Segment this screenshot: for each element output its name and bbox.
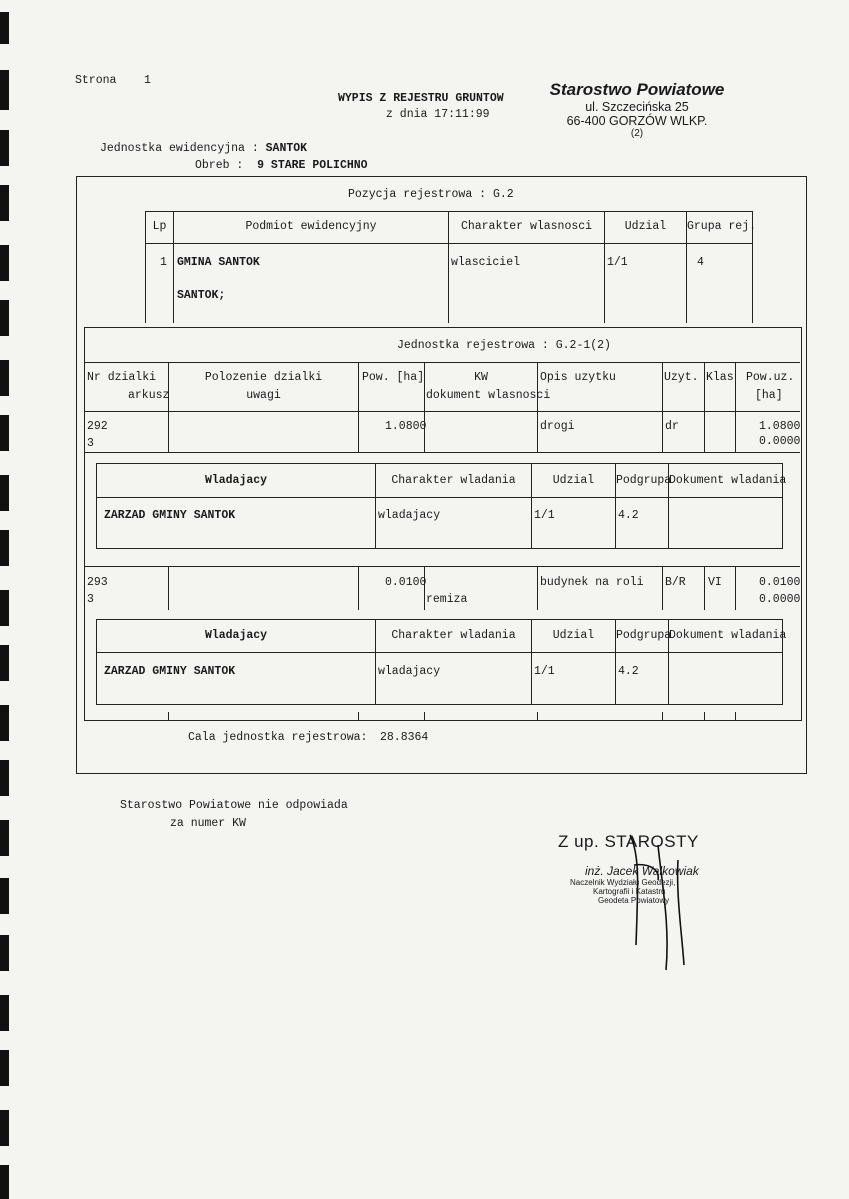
owner-charakter: wladajacy [378, 509, 441, 522]
stamp-street: ul. Szczecińska 25 [585, 100, 689, 114]
owner-header-dokument: Dokument wladania [669, 474, 787, 487]
owner-header-podgrupa: Podgrupa [616, 629, 672, 642]
stamp-city: 66-400 GORZÓW WLKP. [566, 114, 708, 128]
parcel-uzyt: B/R [665, 576, 686, 589]
header-lp: Lp [152, 220, 167, 233]
row-lp: 1 [160, 256, 167, 269]
owner-name: ZARZAD GMINY SANTOK [104, 509, 236, 522]
parcel-pow: 0.0100 [385, 576, 427, 589]
row-udzial: 1/1 [607, 256, 628, 269]
header-polozenie: Polozenie dzialki [204, 371, 323, 384]
owner-header-dokument: Dokument wladania [669, 629, 787, 642]
parcel-nr: 292 [87, 420, 108, 433]
parcel-arkusz: 3 [87, 437, 94, 450]
office-stamp [528, 80, 746, 139]
owner-podgrupa: 4.2 [618, 665, 639, 678]
total-label: Cala jednostka rejestrowa: [188, 731, 368, 744]
parcel-klas: VI [708, 576, 722, 589]
header-uwagi: uwagi [246, 389, 281, 402]
parcel-opis: budynek na roli [540, 576, 644, 589]
owner-udzial: 1/1 [534, 665, 555, 678]
signature-title: Z up. STAROSTY [558, 832, 699, 851]
parcel-nr: 293 [87, 576, 108, 589]
document-date: z dnia 17:11:99 [386, 108, 490, 121]
header-udzial: Udzial [624, 220, 667, 233]
parcel-kw: remiza [426, 593, 468, 606]
signature-role-1: Naczelnik Wydziału Geodezji, [570, 878, 676, 887]
parcel-powuz-2: 0.0000 [759, 435, 801, 448]
header-opis: Opis uzytku [540, 371, 616, 384]
handwritten-signature [600, 825, 710, 975]
row-podmiot-2: SANTOK; [177, 289, 226, 302]
stamp-note: (2) [630, 128, 644, 139]
registry-position: Pozycja rejestrowa : G.2 [348, 188, 514, 201]
owner-name: ZARZAD GMINY SANTOK [104, 665, 236, 678]
header-podmiot: Podmiot ewidencyjny [245, 220, 377, 233]
header-powuz-unit: [ha] [755, 389, 783, 402]
header-arkusz: arkusz [128, 389, 170, 402]
owner-header-name: Wladajacy [204, 474, 268, 487]
parcel-pow: 1.0800 [385, 420, 427, 433]
parcel-powuz-1: 1.0800 [759, 420, 801, 433]
owner-podgrupa: 4.2 [618, 509, 639, 522]
stamp-title: Starostwo Powiatowe [549, 80, 725, 99]
unit-title: Jednostka rejestrowa : G.2-1(2) [397, 339, 611, 352]
owner-header-udzial: Udzial [552, 474, 595, 487]
header-nr: Nr dzialki [87, 371, 157, 384]
footer-line-1: Starostwo Powiatowe nie odpowiada [120, 799, 348, 812]
owner-header-podgrupa: Podgrupa [616, 474, 672, 487]
unit-line: Jednostka ewidencyjna : SANTOK [100, 142, 308, 155]
parcel-powuz-1: 0.0100 [759, 576, 801, 589]
header-pow: Pow. [ha] [362, 371, 425, 384]
total-value: 28.8364 [380, 731, 429, 744]
row-podmiot: GMINA SANTOK [177, 256, 260, 269]
parcel-arkusz: 3 [87, 593, 94, 606]
header-grupa: Grupa rej. [687, 220, 757, 233]
page-number: Strona 1 [75, 74, 151, 87]
owner-header-charakter: Charakter wladania [391, 474, 516, 487]
parcel-opis: drogi [540, 420, 575, 433]
signature-role-2: Kartografii i Katastru [593, 887, 666, 896]
owner-header-udzial: Udzial [552, 629, 595, 642]
header-charakter: Charakter wlasnosci [460, 220, 593, 233]
header-kw: KW [474, 371, 488, 384]
footer-line-2: za numer KW [170, 817, 246, 830]
obreb-line: Obreb : 9 STARE POLICHNO [195, 159, 368, 172]
row-grupa: 4 [697, 256, 704, 269]
header-powuz: Pow.uz. [746, 371, 795, 384]
parcel-powuz-2: 0.0000 [759, 593, 801, 606]
document-title: WYPIS Z REJESTRU GRUNTOW [338, 92, 504, 105]
owner-charakter: wladajacy [378, 665, 441, 678]
owner-header-name: Wladajacy [204, 629, 268, 642]
owner-udzial: 1/1 [534, 509, 555, 522]
parcel-uzyt: dr [665, 420, 679, 433]
row-charakter: wlasciciel [451, 256, 521, 269]
header-kw-dokument: dokument wlasnosci [426, 389, 551, 402]
signature-name: inż. Jacek Walkowiak [585, 864, 699, 878]
header-uzyt: Uzyt. [664, 371, 699, 384]
header-klas: Klas [706, 371, 734, 384]
owner-header-charakter: Charakter wladania [391, 629, 516, 642]
signature-role-3: Geodeta Powiatowy [598, 896, 670, 905]
